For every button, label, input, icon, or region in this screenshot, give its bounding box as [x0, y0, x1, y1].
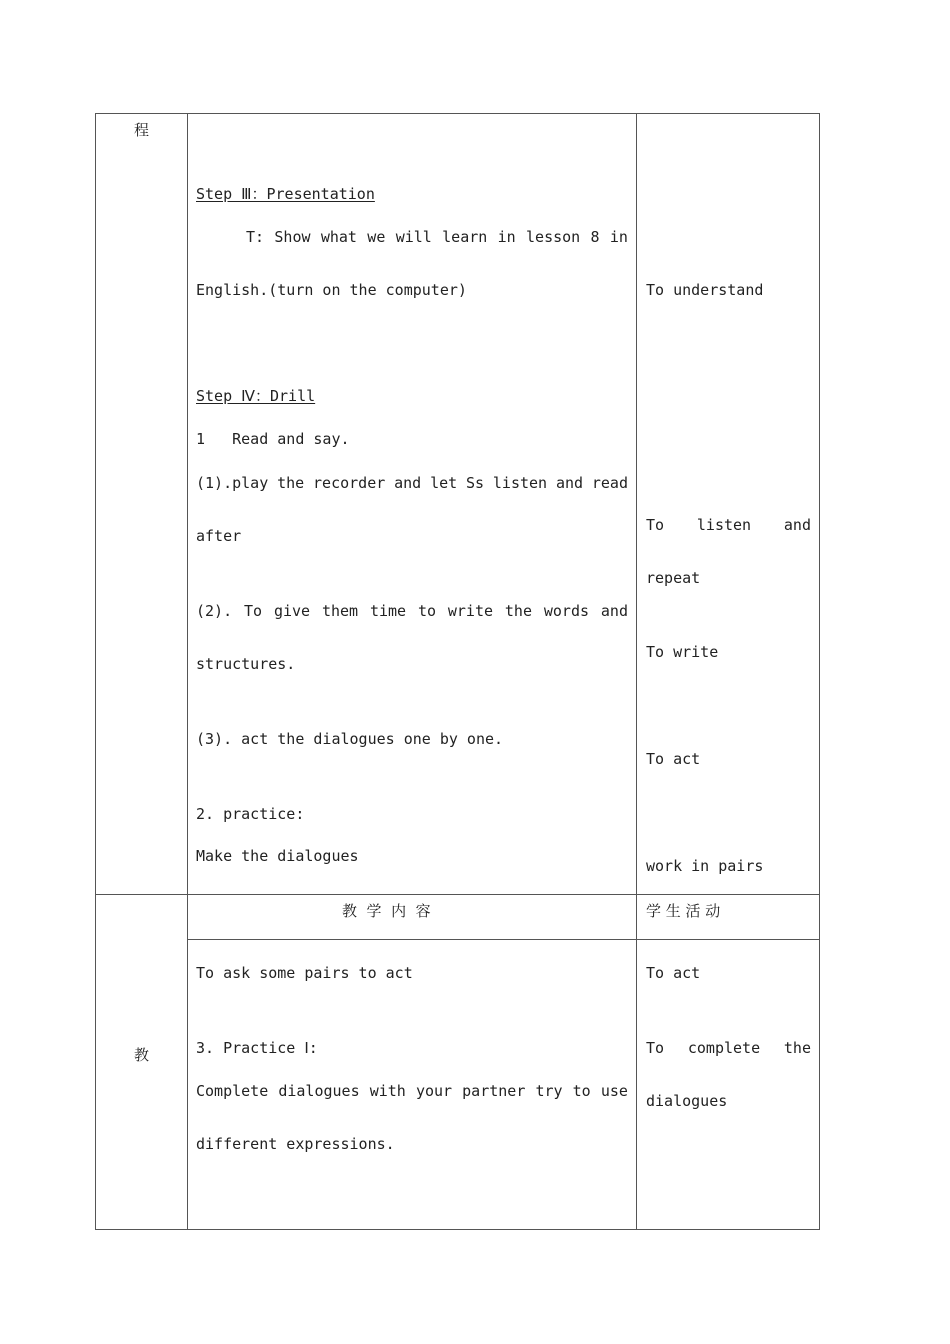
activity-listen-line1: To listen and	[646, 516, 811, 534]
practice-heading: 2. practice:	[196, 805, 305, 823]
practice1-heading: 3. Practice Ⅰ:	[196, 1039, 318, 1057]
activity-pairs: work in pairs	[646, 857, 764, 875]
process-label: 程	[134, 121, 150, 139]
table-border-bottom	[95, 1229, 820, 1230]
step3-line2: English.(turn on the computer)	[196, 281, 467, 299]
make-dialogues: Make the dialogues	[196, 847, 359, 865]
student-activity-header: 学 生 活 动	[646, 902, 721, 920]
drill-item3: (3). act the dialogues one by one.	[196, 730, 504, 748]
drill-item1-line1: (1).play the recorder and let Ss listen and read	[196, 474, 628, 492]
activity-understand: To understand	[646, 281, 764, 299]
header-row-divider	[187, 939, 820, 940]
ask-pairs: To ask some pairs to act	[196, 964, 413, 982]
activity-act: To act	[646, 750, 701, 768]
table-divider-upper	[95, 894, 820, 895]
activity-complete-line2: dialogues	[646, 1092, 728, 1110]
complete-line1: Complete dialogues with your partner try to use	[196, 1082, 628, 1100]
column-divider-2	[636, 113, 637, 1230]
table-border-left	[95, 113, 96, 1230]
activity-listen-line2: repeat	[646, 569, 701, 587]
activity-write: To write	[646, 643, 719, 661]
drill-item2-line1: (2). To give them time to write the words and	[196, 602, 628, 620]
teaching-label: 教	[134, 1046, 150, 1064]
complete-line2: different expressions.	[196, 1135, 395, 1153]
step3-title: Step Ⅲ：Presentation	[196, 185, 375, 203]
drill-item2-line2: structures.	[196, 655, 296, 673]
activity-complete-line1: To complete the	[646, 1039, 811, 1057]
column-divider-1	[187, 113, 188, 1230]
read-and-say: 1 Read and say.	[196, 430, 350, 448]
teaching-content-header: 教 学 内 容	[342, 902, 431, 920]
activity-act-bottom: To act	[646, 964, 701, 982]
table-border-top	[95, 113, 820, 114]
drill-item1-line2: after	[196, 527, 242, 545]
step3-line1: T: Show what we will learn in lesson 8 in	[246, 228, 628, 246]
table-border-right	[819, 113, 820, 1230]
step4-title: Step Ⅳ：Drill	[196, 387, 316, 405]
